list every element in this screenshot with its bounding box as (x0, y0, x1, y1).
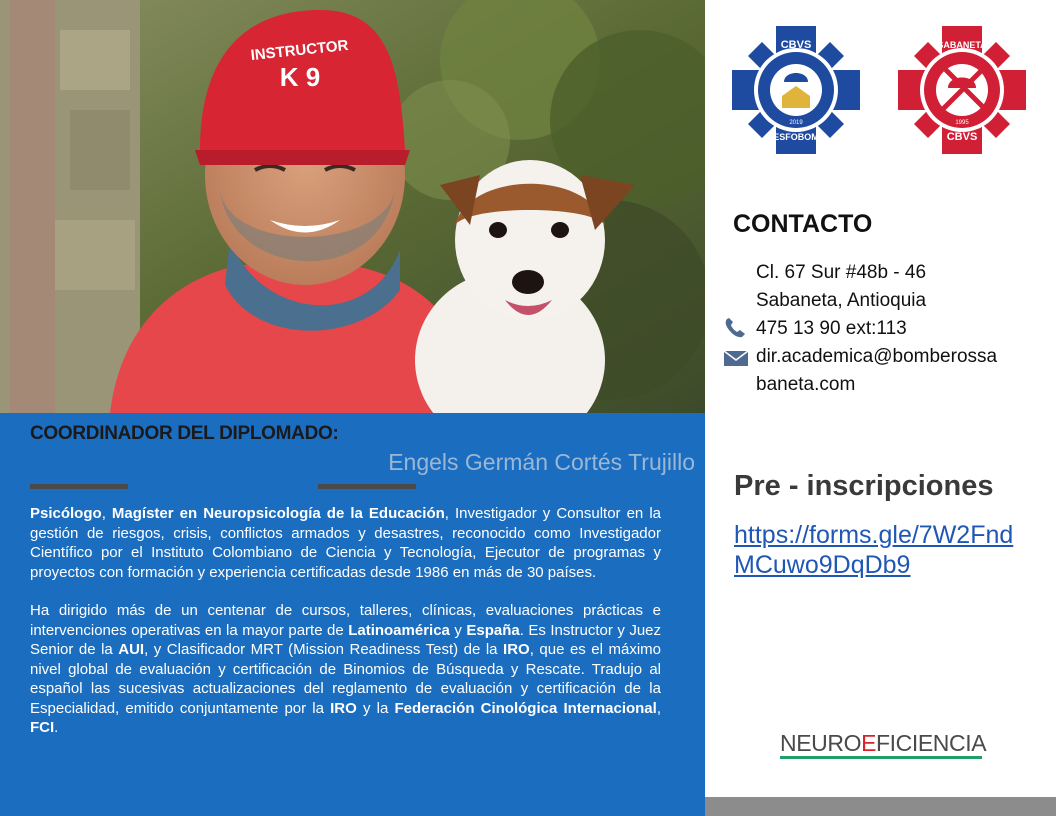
bio-span: FCI (30, 719, 55, 736)
photo-illustration (0, 0, 705, 413)
contact-email-line2[interactable]: baneta.com (756, 374, 856, 395)
divider-right (318, 484, 416, 489)
sabaneta-top-text: SABANETA (937, 40, 987, 50)
bio-span: y (449, 621, 467, 639)
cap-text: INSTRUCTOR (249, 36, 350, 65)
bio-span: . Es Instructor y Juez Senior de la (30, 621, 662, 658)
brand-part-1: NEURO (780, 730, 862, 756)
bio-span: AUI (118, 641, 145, 658)
coordinator-bio (30, 504, 661, 757)
bio-span: Latinoamérica (348, 621, 450, 639)
bio-span: . (54, 719, 59, 736)
contact-phone: 475 13 90 ext:113 (756, 318, 907, 339)
cbvs-bottom-text: ESFOBOM (773, 132, 819, 142)
bio-paragraph-1 (30, 504, 661, 582)
sabaneta-cbvs-logo (898, 26, 1026, 154)
bio-span: Psicólogo (30, 505, 102, 522)
bio-span: IRO (330, 699, 357, 717)
phone-icon (723, 317, 749, 339)
bio-span: Federación Cinológica Internacional (394, 699, 657, 717)
bio-span: IRO (503, 641, 530, 658)
instructor-photo (0, 0, 705, 413)
neuroeficiencia-logo (780, 730, 986, 757)
bio-span: España (466, 621, 520, 639)
bio-span: y la (356, 699, 395, 717)
brand-part-2: E (861, 730, 877, 756)
bio-span: , (656, 699, 661, 717)
cbvs-top-text: CBVS (780, 39, 812, 51)
bottom-strip (705, 797, 1056, 816)
bio-span: , y Clasificador MRT (Mission Readiness Test) de la (144, 641, 504, 658)
divider-left (30, 484, 128, 489)
sabaneta-year: 1995 (955, 120, 969, 126)
contact-email-line1[interactable]: dir.academica@bomberossa (756, 346, 998, 367)
contact-title: CONTACTO (733, 210, 873, 238)
contact-address-line2: Sabaneta, Antioquia (756, 290, 927, 311)
coordinator-panel (0, 413, 705, 816)
bio-span: , (101, 505, 112, 522)
brand-part-3: FICIENCIA (876, 730, 987, 756)
sabaneta-bottom-text: CBVS (946, 131, 978, 143)
contact-address-line1: Cl. 67 Sur #48b - 46 (756, 262, 927, 283)
cbvs-esfobom-logo (732, 26, 860, 154)
bio-span: Ha dirigido más de un centenar de cursos, talleres, clínicas, evaluaciones prácticas e intervenciones operativas en la mayor parte de (30, 602, 661, 639)
preinscripciones-link[interactable]: https://forms.gle/7W2FndMCuwo9DqDb9 (734, 521, 1014, 579)
brand-underline (780, 756, 982, 759)
cap-subtext: K 9 (279, 62, 321, 92)
bio-span: Magíster en Neuropsicología de la Educación (111, 505, 445, 522)
cbvs-year: 2019 (789, 120, 803, 126)
coordinator-title: COORDINADOR DEL DIPLOMADO: (30, 423, 339, 444)
envelope-icon (723, 348, 749, 370)
bio-span: , que es el máximo nivel global de evaluación y certificación de Binomios de Búsqueda y Rescate. Tradujo al español las sucesivas actualizaciones del reglamento de evaluación y certificación de la Especialidad, emitido conjuntamente por la (30, 641, 661, 717)
coordinator-name: Engels Germán Cortés Trujillo (388, 449, 695, 475)
bio-paragraph-2 (30, 601, 661, 738)
preinscripciones-title: Pre - inscripciones (734, 470, 994, 502)
bio-span: , Investigador y Consultor en la gestión de riesgos, crisis, conflictos armados y desastres, reconocido como Investigador Científico por el Instituto Colombiano de Ciencia y Tecnología, Ejecutor de programas y proyectos con formación y experiencia certificadas desde 1986 en más de 30 países. (30, 505, 661, 581)
